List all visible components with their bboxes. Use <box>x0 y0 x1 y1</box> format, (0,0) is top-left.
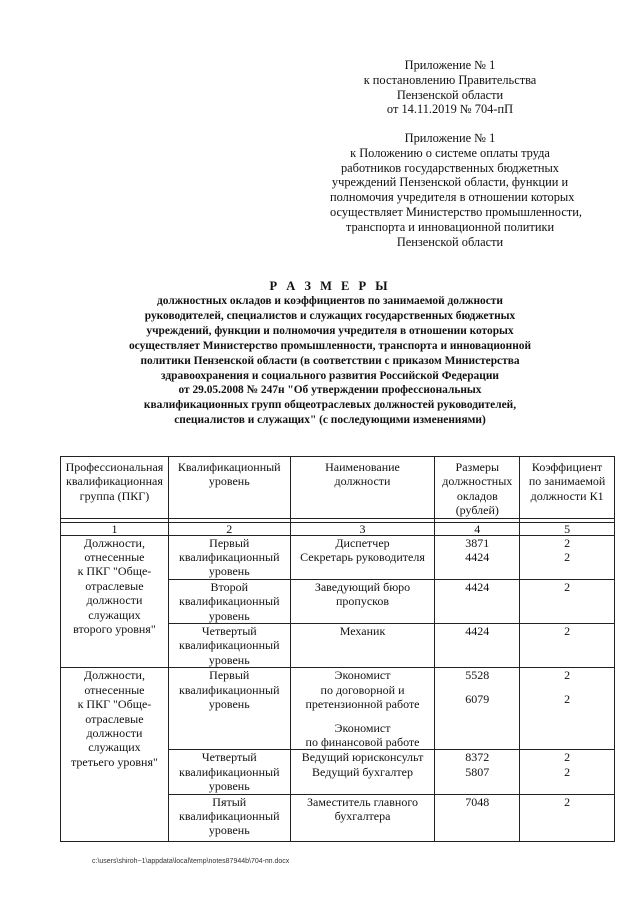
position-line: пропусков <box>335 594 390 609</box>
column-header <box>435 457 520 519</box>
appendix-line: осуществляет Министерство промышленности, <box>330 204 582 219</box>
position-line: по финансовой работе <box>305 734 420 749</box>
column-header-line: по занимаемой <box>528 474 606 489</box>
appendix-line: Приложение № 1 <box>404 58 496 72</box>
appendix-line: к Положению о системе оплаты труда <box>350 145 550 160</box>
title-line: учреждений, функции и полномочия учредителя в отношении которых <box>146 324 514 337</box>
appendix-line: транспорта и инновационной политики <box>345 219 555 234</box>
level-line: квалификационный <box>178 682 280 697</box>
coefficient-value: 2 <box>564 535 571 550</box>
pkg-line: Должности, <box>83 668 145 683</box>
level-line: уровень <box>208 608 250 623</box>
title-line: политики Пензенской области (в соответствии с приказом Министерства <box>140 354 520 367</box>
coefficient-value: 2 <box>564 750 571 765</box>
level-cell <box>168 624 290 668</box>
position-cell <box>290 535 435 579</box>
position-line: по договорной и <box>320 682 405 697</box>
coefficient-value: 2 <box>564 794 571 809</box>
title-line: от 29.05.2008 № 247н "Об утверждении профессиональных <box>178 384 482 397</box>
appendix-line: учреждений Пензенской области, функции и <box>331 175 569 190</box>
table-row <box>61 535 615 579</box>
title-line: квалификационных групп общеотраслевых должностей руководителей, <box>143 399 517 412</box>
coefficient-value: 2 <box>564 550 571 565</box>
level-line: Четвертый <box>201 750 257 765</box>
pkg-line: должности <box>86 593 143 608</box>
salary-cell <box>435 535 520 579</box>
column-header-line: квалификационная <box>65 474 163 489</box>
level-line: квалификационный <box>178 764 280 779</box>
level-line: Пятый <box>212 794 247 809</box>
column-header-line: группа (ПКГ) <box>79 488 150 503</box>
level-cell <box>168 668 290 750</box>
title-line: здравоохранения и социального развития Российской Федерации <box>161 369 499 382</box>
title-line: осуществляет Министерство промышленности, транспорта и инновационной <box>128 339 532 352</box>
appendix-line: Пензенской области <box>396 234 504 249</box>
level-cell <box>168 579 290 623</box>
level-line: уровень <box>208 823 250 838</box>
position-line: претензионной работе <box>305 697 420 712</box>
document-title <box>110 279 550 428</box>
level-line: Второй <box>210 579 249 594</box>
position-line: Заведующий бюро <box>314 579 411 594</box>
coefficient-value: 2 <box>564 764 571 779</box>
column-number-row <box>61 522 615 535</box>
position-line: Ведущий юрисконсульт <box>301 750 424 765</box>
column-header-line: Профессиональная <box>65 460 164 474</box>
column-number: 1 <box>61 522 169 535</box>
position-line: Заместитель главного <box>307 794 418 809</box>
salary-value: 5807 <box>465 764 490 779</box>
coefficient-cell <box>520 750 615 794</box>
level-line: квалификационный <box>178 594 280 609</box>
pkg-line: второго уровня" <box>73 622 156 637</box>
column-number: 3 <box>290 522 435 535</box>
salary-table <box>60 456 615 842</box>
level-line: уровень <box>208 564 250 579</box>
column-header-line: должности <box>334 474 391 489</box>
appendix-line: работников государственных бюджетных <box>340 160 560 175</box>
spacer <box>520 683 614 692</box>
pkg-line: к ПКГ "Обще- <box>77 564 152 579</box>
table-row <box>61 668 615 750</box>
column-header-line: Коэффициент <box>531 460 603 474</box>
pkg-line: служащих <box>88 740 141 755</box>
coefficient-value: 2 <box>564 668 571 683</box>
pkg-line: к ПКГ "Обще- <box>77 697 152 712</box>
level-cell <box>168 535 290 579</box>
salary-value: 4424 <box>465 624 490 639</box>
column-header <box>290 457 435 519</box>
pkg-line: Должности, <box>83 535 145 550</box>
level-line: квалификационный <box>178 808 280 823</box>
title-line: специалистов и служащих" (с последующими изменениями) <box>174 414 486 427</box>
header-row <box>61 457 615 519</box>
pkg-line: отраслевые <box>85 711 144 726</box>
pkg-cell <box>61 668 169 841</box>
position-cell <box>290 668 435 750</box>
coefficient-cell <box>520 579 615 623</box>
coefficient-value: 2 <box>564 579 571 594</box>
column-header-line: уровень <box>208 474 250 489</box>
position-line: Механик <box>339 624 386 639</box>
position-cell <box>290 750 435 794</box>
level-line: уровень <box>208 652 250 667</box>
column-header-line: Наименование <box>325 460 400 474</box>
column-header-line: Квалификационный <box>177 460 281 474</box>
title-heading: Р А З М Е Р Ы <box>269 279 391 293</box>
position-line: Ведущий бухгалтер <box>312 764 413 779</box>
salary-value: 3871 <box>465 535 490 550</box>
appendix-line: Приложение № 1 <box>404 131 496 145</box>
position-line: Секретарь руководителя <box>300 550 425 565</box>
position-cell <box>290 579 435 623</box>
coefficient-cell <box>520 668 615 750</box>
title-line: должностных окладов и коэффициентов по занимаемой должности <box>157 295 503 307</box>
level-line: уровень <box>208 697 250 712</box>
column-header <box>61 457 169 519</box>
pkg-line: отнесенные <box>84 550 145 565</box>
pkg-line: служащих <box>88 607 141 622</box>
level-line: Первый <box>209 535 250 550</box>
level-line: квалификационный <box>178 550 280 565</box>
level-line: Первый <box>209 668 250 683</box>
position-cell <box>290 794 435 841</box>
column-number: 4 <box>435 522 520 535</box>
appendix-line: Пензенской области <box>396 87 504 102</box>
column-header <box>168 457 290 519</box>
salary-value: 5528 <box>465 668 490 683</box>
column-header <box>520 457 615 519</box>
appendix-regulation <box>330 131 582 249</box>
position-line: Диспетчер <box>335 535 390 550</box>
pkg-line: отраслевые <box>85 578 144 593</box>
appendix-resolution <box>330 58 570 117</box>
column-header-line: (рублей) <box>455 503 499 518</box>
level-line: квалификационный <box>178 638 280 653</box>
salary-value: 7048 <box>465 794 490 809</box>
salary-value: 8372 <box>465 750 490 765</box>
level-line: Четвертый <box>201 624 257 639</box>
position-line: бухгалтера <box>334 808 391 823</box>
appendix-line: к постановлению Правительства <box>363 72 537 87</box>
spacer <box>291 712 435 721</box>
pkg-line: третьего уровня" <box>70 754 158 769</box>
salary-value: 4424 <box>465 550 490 565</box>
salary-cell <box>435 750 520 794</box>
coefficient-value: 2 <box>564 691 571 706</box>
coefficient-cell <box>520 535 615 579</box>
column-header-line: Размеры <box>455 460 500 474</box>
position-line: Экономист <box>334 668 391 683</box>
column-number: 5 <box>520 522 615 535</box>
file-path: c:\users\shiroh~1\appdata\local\temp\notes87944b\704-пп.docx <box>92 858 290 865</box>
position-cell <box>290 624 435 668</box>
coefficient-value: 2 <box>564 624 571 639</box>
coefficient-cell <box>520 794 615 841</box>
column-header-line: должности К1 <box>530 488 604 503</box>
coefficient-cell <box>520 624 615 668</box>
salary-cell <box>435 579 520 623</box>
position-line: Экономист <box>334 720 391 735</box>
salary-value: 6079 <box>465 691 490 706</box>
pkg-cell <box>61 535 169 668</box>
salary-value: 4424 <box>465 579 490 594</box>
column-header-line: окладов <box>456 488 498 503</box>
column-number: 2 <box>168 522 290 535</box>
salary-cell <box>435 624 520 668</box>
column-header-line: должностных <box>442 474 513 489</box>
level-cell <box>168 750 290 794</box>
pkg-line: отнесенные <box>84 682 145 697</box>
appendix-line: от 14.11.2019 № 704-пП <box>386 102 514 117</box>
level-cell <box>168 794 290 841</box>
spacer <box>435 683 519 692</box>
level-line: уровень <box>208 779 250 794</box>
appendix-line: полномочия учредителя в отношении которых <box>330 190 575 205</box>
salary-cell <box>435 668 520 750</box>
title-line: руководителей, специалистов и служащих государственных бюджетных <box>144 309 516 322</box>
pkg-line: должности <box>86 725 143 740</box>
salary-table-body <box>61 457 615 842</box>
salary-cell <box>435 794 520 841</box>
